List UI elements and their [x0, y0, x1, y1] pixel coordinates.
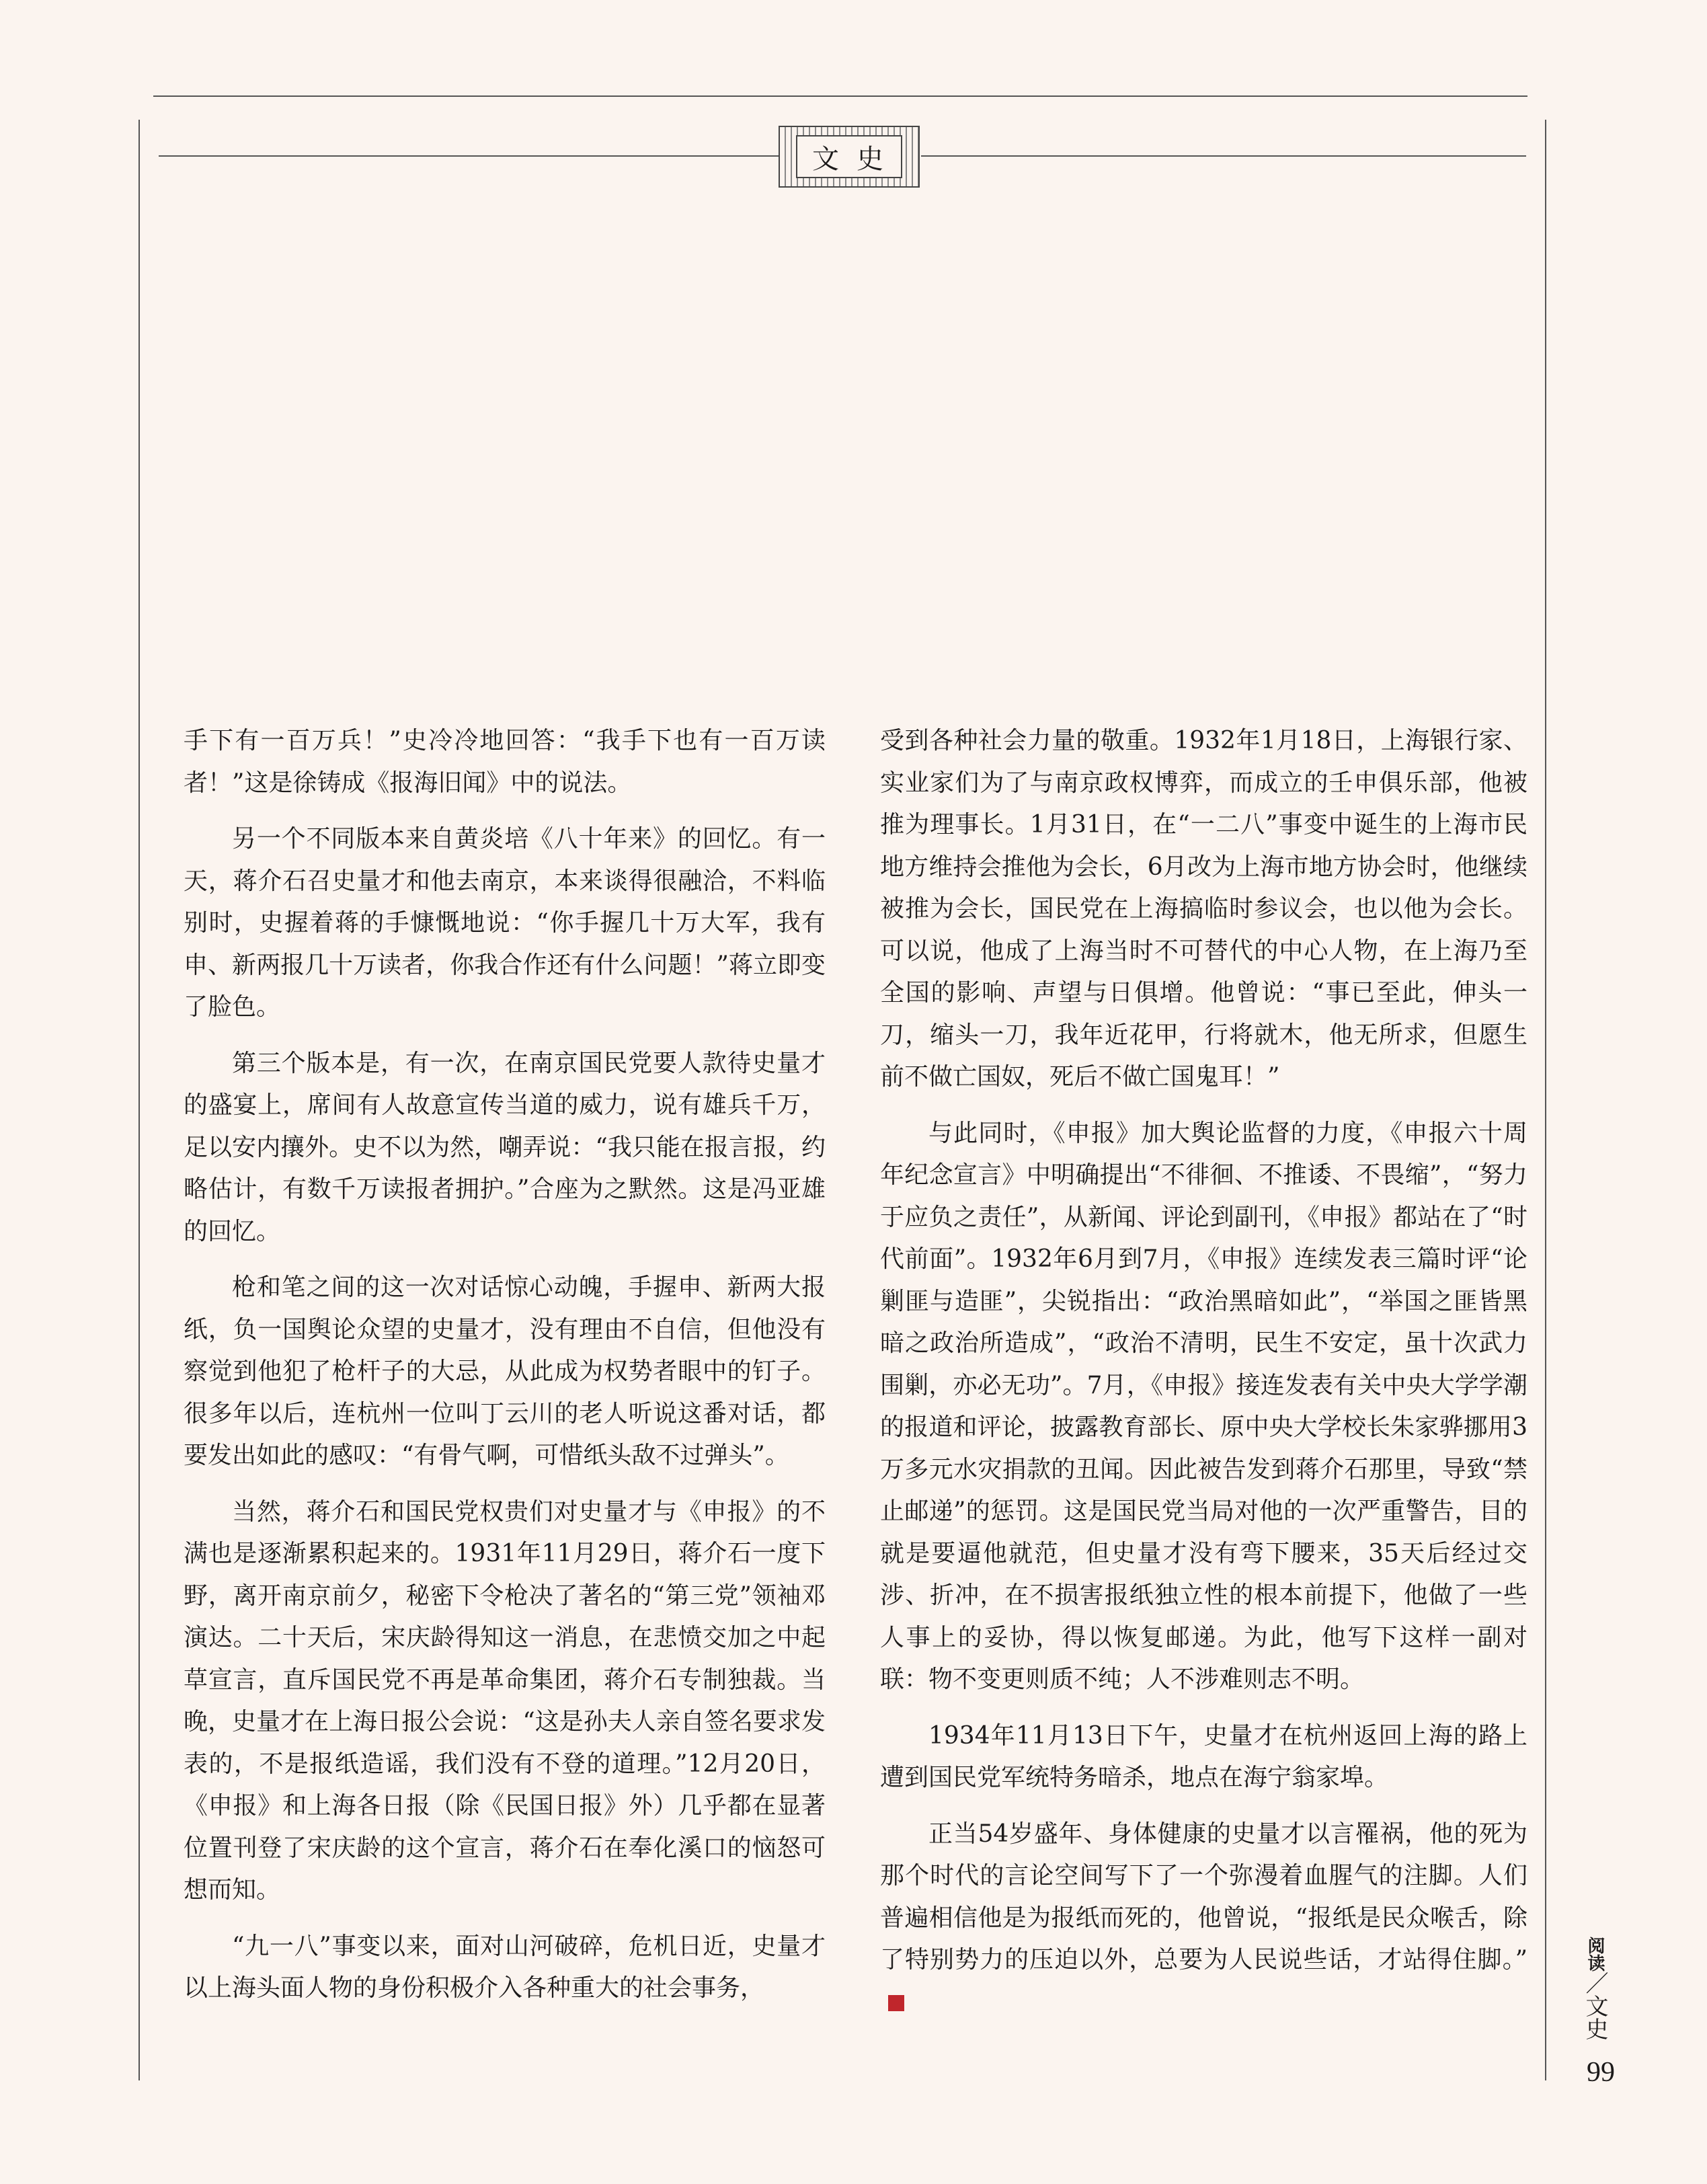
- section-title: 文史: [796, 135, 902, 178]
- top-rule: [153, 95, 1527, 97]
- paragraph: 第三个版本是，有一次，在南京国民党要人款待史量才的盛宴上，席间有人故意宣传当道的威力，说有雄兵千万，足以安内攘外。史不以为然，嘲弄说：“我只能在报言报，约略估计，有数千万读报者拥护。”合座为之默然。这是冯亚雄的回忆。: [184, 1049, 826, 1245]
- paragraph: 受到各种社会力量的敬重。1932年1月18日，上海银行家、实业家们为了与南京政权博弈，而成立的壬申俱乐部，他被推为理事长。1月31日，在“一二八”事变中诞生的上海市民地方维持会推他为会长，6月改为上海市地方协会时，他继续被推为会长，国民党在上海搞临时参议会，也以他为会长。可以说，他成了上海当时不可替代的中心人物，在上海乃至全国的影响、声望与日俱增。他曾说：“事已至此，伸头一刀，缩头一刀，我年近花甲，行将就木，他无所求，但愿生前不做亡国奴，死后不做亡国鬼耳！”: [880, 727, 1527, 1091]
- paragraph: 枪和笔之间的这一次对话惊心动魄，手握申、新两大报纸，负一国舆论众望的史量才，没有理由不自信，但他没有察觉到他犯了枪杆子的大忌，从此成为权势者眼中的钉子。很多年以后，连杭州一位叫丁云川的老人听说这番对话，都要发出如此的感叹：“有骨气啊，可惜纸头敌不过弹头”。: [184, 1274, 826, 1469]
- right-border-line: [1545, 120, 1546, 2080]
- paragraph: 1934年11月13日下午，史量才在杭州返回上海的路上遭到国民党军统特务暗杀，地点在海宁翁家埠。: [880, 1721, 1527, 1791]
- running-footer: [1581, 1937, 1608, 2044]
- paragraph: 手下有一百万兵！”史冷冷地回答：“我手下也有一百万读者！”这是徐铸成《报海旧闻》中的说法。: [184, 727, 826, 797]
- left-column: [184, 720, 826, 2024]
- header-rule-right: [921, 155, 1526, 157]
- left-border-line: [138, 120, 140, 2080]
- paragraph: 当然，蒋介石和国民党权贵们对史量才与《申报》的不满也是逐渐累积起来的。1931年11月29日，蒋介石一度下野，离开南京前夕，秘密下令枪决了著名的“第三党”领袖邓演达。二十天后，宋庆龄得知这一消息，在悲愤交加之中起草宣言，直斥国民党不再是革命集团，蒋介石专制独裁。当晚，史量才在上海日报公会说：“这是孙夫人亲自签名要求发表的，不是报纸造谣，我们没有不登的道理。”12月20日，《申报》和上海各日报（除《民国日报》外）几乎都在显著位置刊登了宋庆龄的这个宣言，蒋介石在奉化溪口的恼怒可想而知。: [184, 1497, 826, 1904]
- paragraph: “九一八”事变以来，面对山河破碎，危机日近，史量才以上海头面人物的身份积极介入各种重大的社会事务，: [184, 1932, 826, 2002]
- header-rule-left: [159, 155, 779, 157]
- paragraph: 与此同时，《申报》加大舆论监督的力度，《申报六十周年纪念宣言》中明确提出“不徘徊、不推诿、不畏缩”，“努力于应负之责任”，从新闻、评论到副刊，《申报》都站在了“时代前面”。1932年6月到7月，《申报》连续发表三篇时评“论剿匪与造匪”，尖锐指出：“政治黑暗如此”，“举国之匪皆黑暗之政治所造成”，“政治不清明，民生不安定，虽十次武力围剿，亦必无功”。7月，《申报》接连发表有关中央大学学潮的报道和评论，披露教育部长、原中央大学校长朱家骅挪用3万多元水灾捐款的丑闻。因此被告发到蒋介石那里，导致“禁止邮递”的惩罚。这是国民党当局对他的一次严重警告，目的就是要逼他就范，但史量才没有弯下腰来，35天后经过交涉、折冲，在不损害报纸独立性的根本前提下，他做了一些人事上的妥协，得以恢复邮递。为此，他写下这样一副对联：物不变更则质不纯；人不涉难则志不明。: [880, 1119, 1527, 1693]
- footer-separator: ／: [1581, 1972, 1608, 1994]
- footer-section: 文史: [1581, 1994, 1608, 2040]
- paragraph-text: 正当54岁盛年、身体健康的史量才以言罹祸，他的死为那个时代的言论空间写下了一个弥漫着血腥气的注脚。人们普遍相信他是为报纸而死的，他曾说，“报纸是民众喉舌，除了特别势力的压迫以外，总要为人民说些话，才站得住脚。”: [880, 1820, 1527, 1974]
- paragraph: 另一个不同版本来自黄炎培《八十年来》的回忆。有一天，蒋介石召史量才和他去南京，本来谈得很融洽，不料临别时，史握着蒋的手慷慨地说：“你手握几十万大军，我有申、新两报几十万读者，你我合作还有什么问题！”蒋立即变了脸色。: [184, 825, 826, 1021]
- final-paragraph: [880, 1814, 1527, 2024]
- magazine-name: 阅读: [1585, 1937, 1605, 1972]
- right-column: [880, 720, 1527, 2037]
- section-header-badge: [779, 126, 920, 188]
- page-number: 99: [1587, 2057, 1615, 2088]
- end-of-article-mark: [888, 1995, 904, 2011]
